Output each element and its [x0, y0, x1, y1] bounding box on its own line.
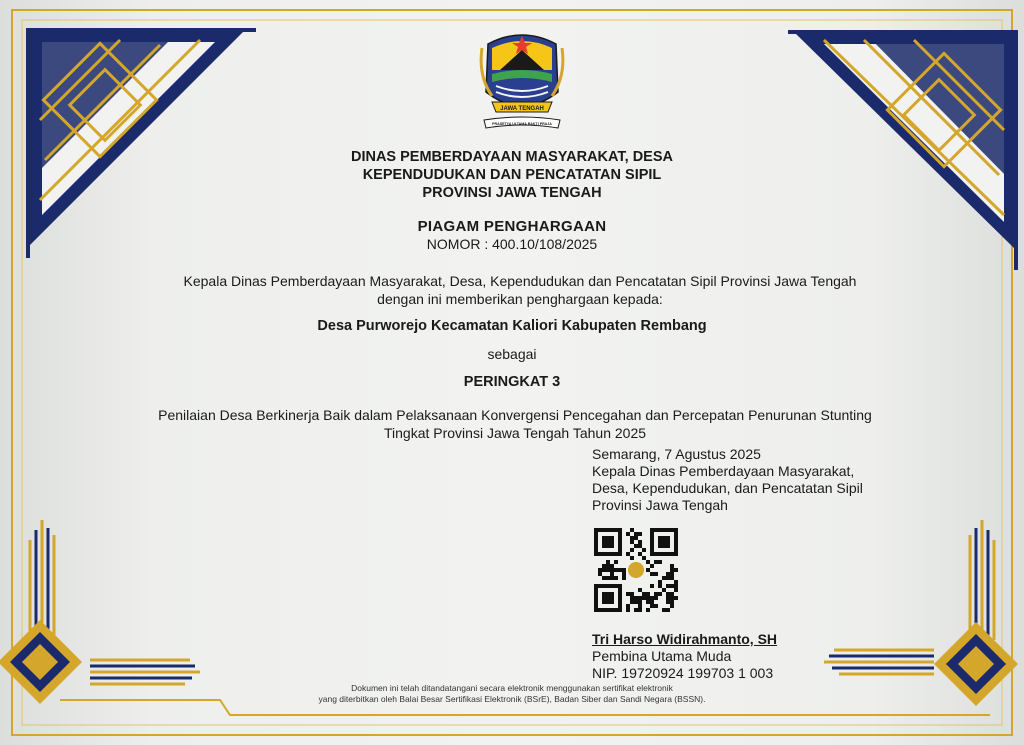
corner-ornament-bottom-right — [824, 520, 1018, 706]
place-date: Semarang, 7 Agustus 2025 — [592, 446, 761, 462]
institution-line-3: PROVINSI JAWA TENGAH — [422, 185, 602, 201]
logo-banner-text: JAWA TENGAH — [500, 106, 544, 112]
description-line-1: Penilaian Desa Berkinerja Baik dalam Pelaksanaan Konvergensi Pencegahan dan Percepatan Penurunan Stunting — [158, 407, 872, 423]
description-line-2: Tingkat Provinsi Jawa Tengah Tahun 2025 — [383, 425, 647, 441]
footnote-line-1: Dokumen ini telah ditandatangani secara elektronik menggunakan sertifikat elektronik — [351, 683, 673, 693]
institution-line-1: DINAS PEMBERDAYAAN MASYARAKAT, DESA — [350, 149, 673, 165]
logo-motto-text: PRASETYA ULTAMA BAKTI PRAJA — [492, 122, 552, 126]
footnote-line-2: yang diterbitkan oleh Balai Besar Sertifikasi Elektronik (BSrE), Badan Siber dan Sandi Negara (BSSN). — [318, 694, 706, 704]
intro-text — [155, 272, 885, 308]
signer-name: Tri Harso Widirahmanto, SH — [592, 631, 778, 647]
qr-code-icon[interactable] — [594, 528, 678, 612]
signer-role-line-2: Desa, Kependudukan, dan Pencatatan Sipil — [592, 480, 863, 496]
signer-rank: Pembina Utama Muda — [592, 648, 732, 664]
certificate-number: NOMOR : 400.10/108/2025 — [426, 236, 598, 252]
connector-text: sebagai — [487, 346, 537, 362]
award-rank: PERINGKAT 3 — [463, 374, 561, 390]
signer-block — [592, 631, 777, 682]
intro-line-1: Kepala Dinas Pemberdayaan Masyarakat, Desa, Kependudukan dan Pencatatan Sipil Provinsi Jawa Tengah — [183, 273, 857, 289]
jawa-tengah-coat-of-arms-icon — [478, 30, 566, 136]
institution-heading — [0, 148, 1024, 202]
signer-role-line-1: Kepala Dinas Pemberdayaan Masyarakat, — [592, 463, 855, 479]
certificate-title: PIAGAM PENGHARGAAN — [417, 218, 607, 235]
institution-line-2: KEPENDUDUKAN DAN PENCATATAN SIPIL — [362, 167, 662, 183]
recipient-name: Desa Purworejo Kecamatan Kaliori Kabupaten Rembang — [317, 318, 707, 334]
signer-role-line-3: Provinsi Jawa Tengah — [592, 497, 728, 513]
award-description — [130, 406, 900, 442]
signer-nip: NIP. 19720924 199703 1 003 — [592, 665, 774, 681]
intro-line-2: dengan ini memberikan penghargaan kepada: — [377, 291, 663, 307]
signature-block — [592, 446, 863, 514]
